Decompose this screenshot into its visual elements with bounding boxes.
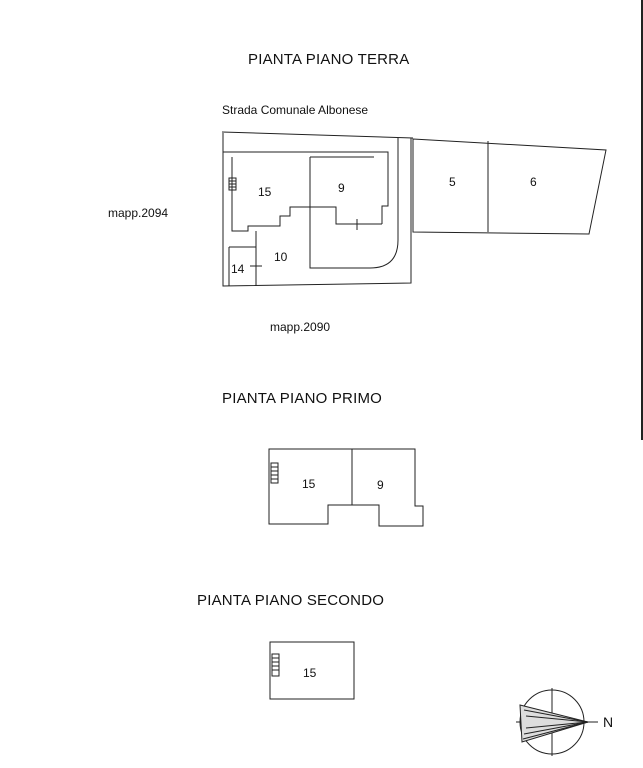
first-floor-outline [269, 449, 423, 526]
ground-unit-5: 5 [449, 175, 456, 189]
ground-unit-6: 6 [530, 175, 537, 189]
ground-wall-15-10 [232, 157, 382, 231]
second-floor-title: PIANTA PIANO SECONDO [197, 592, 385, 609]
ground-floor-title: PIANTA PIANO TERRA [248, 51, 410, 68]
ground-building-outline [223, 133, 411, 286]
ground-unit-15: 15 [258, 185, 272, 199]
compass-rose-icon [516, 688, 598, 756]
compass-north-label: N [603, 714, 614, 730]
ground-unit-14: 14 [231, 262, 245, 276]
ground-unit-9: 9 [338, 181, 345, 195]
street-label: Strada Comunale Albonese [222, 103, 369, 117]
first-floor-title: PIANTA PIANO PRIMO [222, 390, 383, 407]
left-parcel-label: mapp.2094 [108, 206, 169, 220]
bottom-parcel-label: mapp.2090 [270, 320, 331, 334]
second-stair-symbol [272, 654, 279, 676]
ground-unit-10: 10 [274, 250, 288, 264]
street-line [222, 132, 413, 138]
ground-inner-wall-top [223, 152, 388, 224]
second-unit-15: 15 [303, 666, 317, 680]
first-unit-15: 15 [302, 477, 316, 491]
first-stair-symbol [271, 463, 278, 483]
first-unit-9: 9 [377, 478, 384, 492]
ground-outbuilding-outline [413, 139, 606, 234]
